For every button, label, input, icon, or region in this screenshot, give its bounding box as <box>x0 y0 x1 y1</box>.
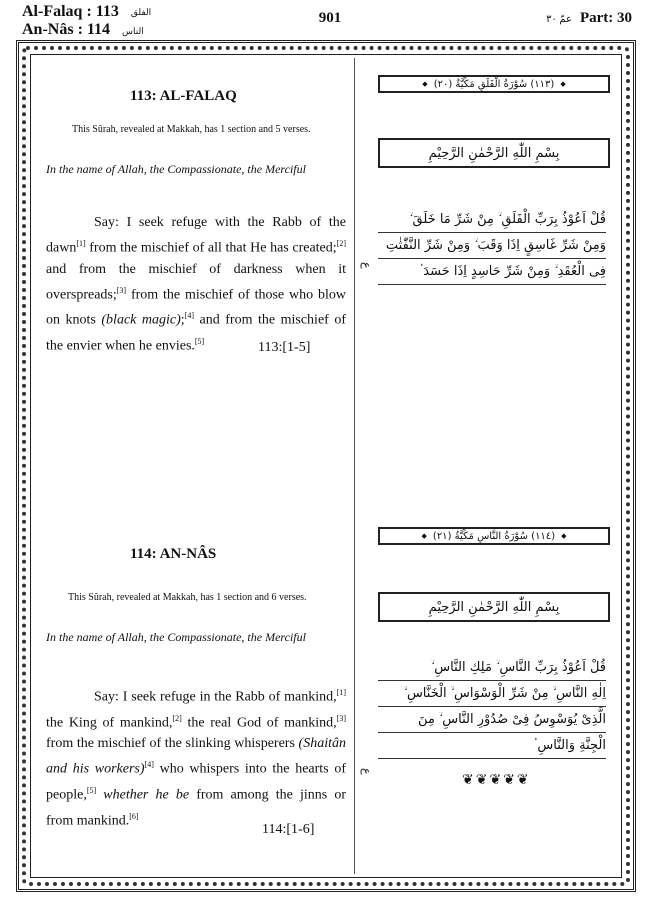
header-part-arabic: عمّ ٣٠ <box>546 14 572 25</box>
footnote-marker: [6] <box>129 811 139 821</box>
footnote-marker: [1] <box>76 239 86 248</box>
footnote-marker: [1] <box>336 688 346 697</box>
translation-text: from the mischief of the slinking whisperers <box>46 736 299 752</box>
surah-113-title: 113: AL-FALAQ <box>130 88 237 104</box>
translation-text: the King of mankind, <box>46 715 173 731</box>
surah-113-banner: ◆ (١١٣) سُوْرَةُ الْفَلَقِ مَكِّيَّةٌ (٢٠) ◆ <box>378 75 610 93</box>
surah-114-banner: ◆ (١١٤) سُوْرَةُ النَّاسِ مَكِّيَّةٌ (٢١) ◆ <box>378 527 610 545</box>
surah-114-in-the-name: In the name of Allah, the Compassionate, the Merciful <box>46 630 306 644</box>
surah-113-arabic-text <box>378 207 606 285</box>
running-header-left <box>22 3 151 40</box>
surah-113-ruku-mark: ع <box>360 262 373 269</box>
arabic-line: وَمِنْ شَرِّ غَاسِقٍ اِذَا وَقَبَ ۙ وَمِنْ شَرِّ النَّفّٰثٰتِ <box>378 233 606 259</box>
surah-113-verse-reference: 113:[1-5] <box>258 340 311 355</box>
translation-text: the real God of mankind, <box>181 715 337 731</box>
footnote-marker: [2] <box>172 713 182 723</box>
footnote-marker: [3] <box>336 713 346 723</box>
translation-italic-text: (Shaitân and his workers) <box>46 736 346 777</box>
translation-text: from the mischief of those who blow on knots <box>46 287 346 328</box>
header-surah-114: An-Nâs : 114 <box>22 21 111 39</box>
header-part: Part: 30 <box>579 10 632 26</box>
surah-114-bismillah: بِسْمِ اللّٰهِ الرَّحْمٰنِ الرَّحِيْمِ <box>378 592 610 622</box>
surah-113-in-the-name: In the name of Allah, the Compassionate, the Merciful <box>46 162 306 176</box>
translation-text: who whispers into the hearts of people, <box>46 761 346 803</box>
footnote-marker: [3] <box>116 285 127 295</box>
translation-text: Say: I seek refuge in the Rabb of mankind, <box>94 689 337 705</box>
footnote-marker: [5] <box>86 785 97 795</box>
surah-114-revelation-note: This Sûrah, revealed at Makkah, has 1 section and 6 verses. <box>68 592 307 603</box>
surah-114-title: 114: AN-NÂS <box>130 546 217 562</box>
footnote-marker: [4] <box>184 311 194 321</box>
surah-114-translation <box>46 682 346 831</box>
header-surah-114-arabic: الناس <box>122 25 144 36</box>
surah-113-revelation-note: This Sûrah, revealed at Makkah, has 1 section and 5 verses. <box>72 124 311 135</box>
footnote-marker: [5] <box>194 336 205 346</box>
page-number: 901 <box>318 10 342 26</box>
arabic-line: قُلْ اَعُوْذُ بِرَبِّ النَّاسِ ۙ مَلِكِ النَّاسِ ۙ <box>378 655 606 681</box>
surah-114-arabic-text <box>378 655 606 759</box>
header-surah-113-arabic: الفلق <box>130 7 152 18</box>
column-divider <box>354 58 355 874</box>
translation-text: from among the jinns or from mankind. <box>46 787 346 829</box>
footnote-marker: [2] <box>336 239 346 248</box>
surah-114-verse-reference: 114:[1-6] <box>262 822 315 837</box>
arabic-line: الَّذِیْ یُوَسْوِسُ فِیْ صُدُوْرِ النَّاسِ ۙ مِنَ <box>378 707 606 733</box>
translation-text: and from the mischief of darkness when it overspreads; <box>46 261 346 303</box>
translation-italic-text: whether he be <box>96 787 190 803</box>
surah-113-bismillah: بِسْمِ اللّٰهِ الرَّحْمٰنِ الرَّحِيْمِ <box>378 138 610 168</box>
translation-text: ; <box>180 312 185 328</box>
arabic-line: فِی الْعُقَدِ ۙ وَمِنْ شَرِّ حَاسِدٍ اِذَا حَسَدَ ۟ <box>378 259 606 285</box>
translation-italic-text: (black magic) <box>101 312 181 328</box>
translation-text: Say: I seek refuge with the Rabb of the dawn <box>46 215 346 256</box>
arabic-line: الْجِنَّةِ وَالنَّاسِ ۟ <box>378 733 606 759</box>
translation-text: from the mischief of all that He has created; <box>85 240 337 256</box>
ornament-divider: ❦❦❦❦❦ <box>462 773 531 788</box>
surah-114-ruku-mark: ع <box>360 768 373 775</box>
translation-text: and from the mischief of the envier when he envies. <box>46 312 347 354</box>
running-header-right <box>546 10 632 27</box>
surah-113-translation <box>46 212 346 357</box>
arabic-line: قُلْ اَعُوْذُ بِرَبِّ الْفَلَقِ ۙ مِنْ شَرِّ مَا خَلَقَ ۙ <box>378 207 606 233</box>
arabic-line: اِلٰهِ النَّاسِ ۙ مِنْ شَرِّ الْوَسْوَاسِ ۙ الْخَنَّاسِ ۙ <box>378 681 606 707</box>
header-surah-113: Al-Falaq : 113 <box>22 3 119 20</box>
footnote-marker: [4] <box>144 760 154 770</box>
